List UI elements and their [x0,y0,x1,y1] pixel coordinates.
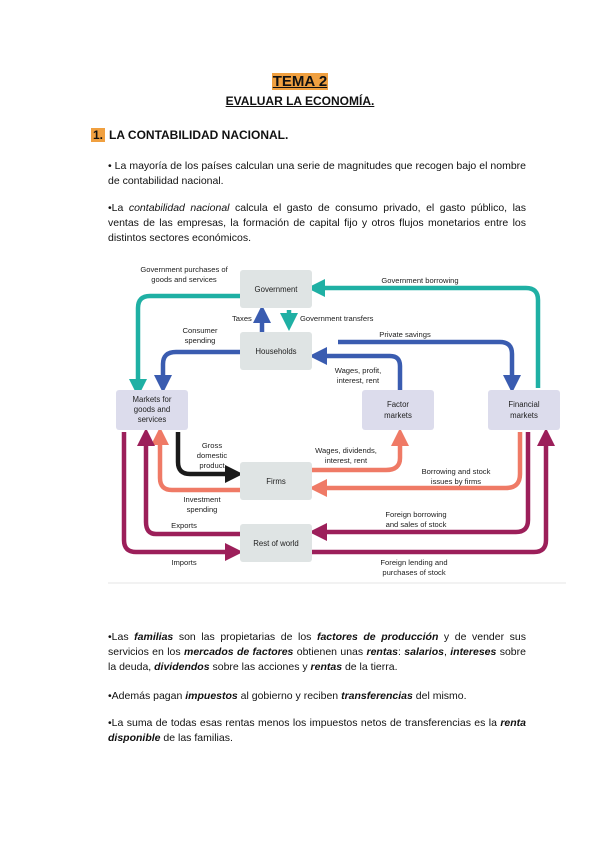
node-households-label: Households [255,347,297,356]
node-markets-label-1: Markets for [132,395,172,404]
node-firms-label: Firms [266,477,286,486]
node-markets-label-3: services [137,415,167,424]
label-taxes: Taxes [232,314,252,323]
label-wages-2: interest, rent [336,376,380,385]
paragraph-taxes: •Además pagan impuestos al gobierno y reciben transferencias del mismo. [108,690,467,702]
paragraph-families: •Las familias son las propietarias de los factores de producción y de vender sus servicios en los mercados de factores obtienen unas rentas: salarios, intereses sobre la deuda, dividendos sobre las acciones y rentas de la tierra. [108,631,526,673]
section-title: LA CONTABILIDAD NACIONAL. [109,128,289,142]
label-gov-borrowing: Government borrowing [381,276,459,285]
label-borrowing-2: issues by firms [430,477,482,486]
node-financial-markets [488,390,560,430]
label-investment-2: spending [186,505,218,514]
label-foreign-lend-2: purchases of stock [382,568,446,577]
paragraph-definition: •La contabilidad nacional calcula el gasto de consumo privado, el gasto público, las ventas de las empresas, la formación de capital fijo y otros flujos monetarios entre los distintos sectores económicos. [108,202,527,244]
node-financial-label-1: Financial [508,400,540,409]
label-foreign-borrow-2: and sales of stock [385,520,447,529]
label-wages-div-2: interest, rent [324,456,368,465]
label-consumer-1: Consumer [182,326,218,335]
label-borrowing-1: Borrowing and stock [421,467,491,476]
label-imports: Imports [171,558,197,567]
label-wages-1: Wages, profit, [334,366,382,375]
label-wages-div-1: Wages, dividends, [315,446,377,455]
label-foreign-borrow-1: Foreign borrowing [385,510,447,519]
node-rest-label: Rest of world [253,539,299,548]
document-title: TEMA 2 [272,73,328,90]
paragraph-disposable-income: •La suma de todas esas rentas menos los impuestos netos de transferencias es la renta disponible de las familias. [108,717,526,744]
node-government-label: Government [254,285,298,294]
node-markets-label-2: goods and [133,405,171,414]
label-gdp-1: Gross [201,441,223,450]
node-factor-label-1: Factor [386,400,410,409]
node-financial-label-2: markets [510,411,538,420]
label-gov-purchases-2: goods and services [151,275,217,284]
paragraph-intro: • La mayoría de los países calculan una serie de magnitudes que recogen bajo el nombre de contabilidad nacional. [108,160,526,187]
label-exports: Exports [171,521,197,530]
label-gdp-2: domestic [196,451,228,460]
flow-consumer-spending [163,352,240,384]
label-consumer-2: spending [184,336,216,345]
section-number: 1. [93,128,104,142]
label-private-savings: Private savings [379,330,431,339]
label-gov-transfers: Government transfers [300,314,374,323]
label-gov-purchases-1: Government purchases of [140,265,228,274]
label-investment-1: Investment [183,495,221,504]
label-foreign-lend-1: Foreign lending and [380,558,448,567]
label-gdp-3: product [199,461,225,470]
node-factor-label-2: markets [384,411,412,420]
document-subtitle: EVALUAR LA ECONOMÍA. [225,94,375,108]
node-factor-markets [362,390,434,430]
